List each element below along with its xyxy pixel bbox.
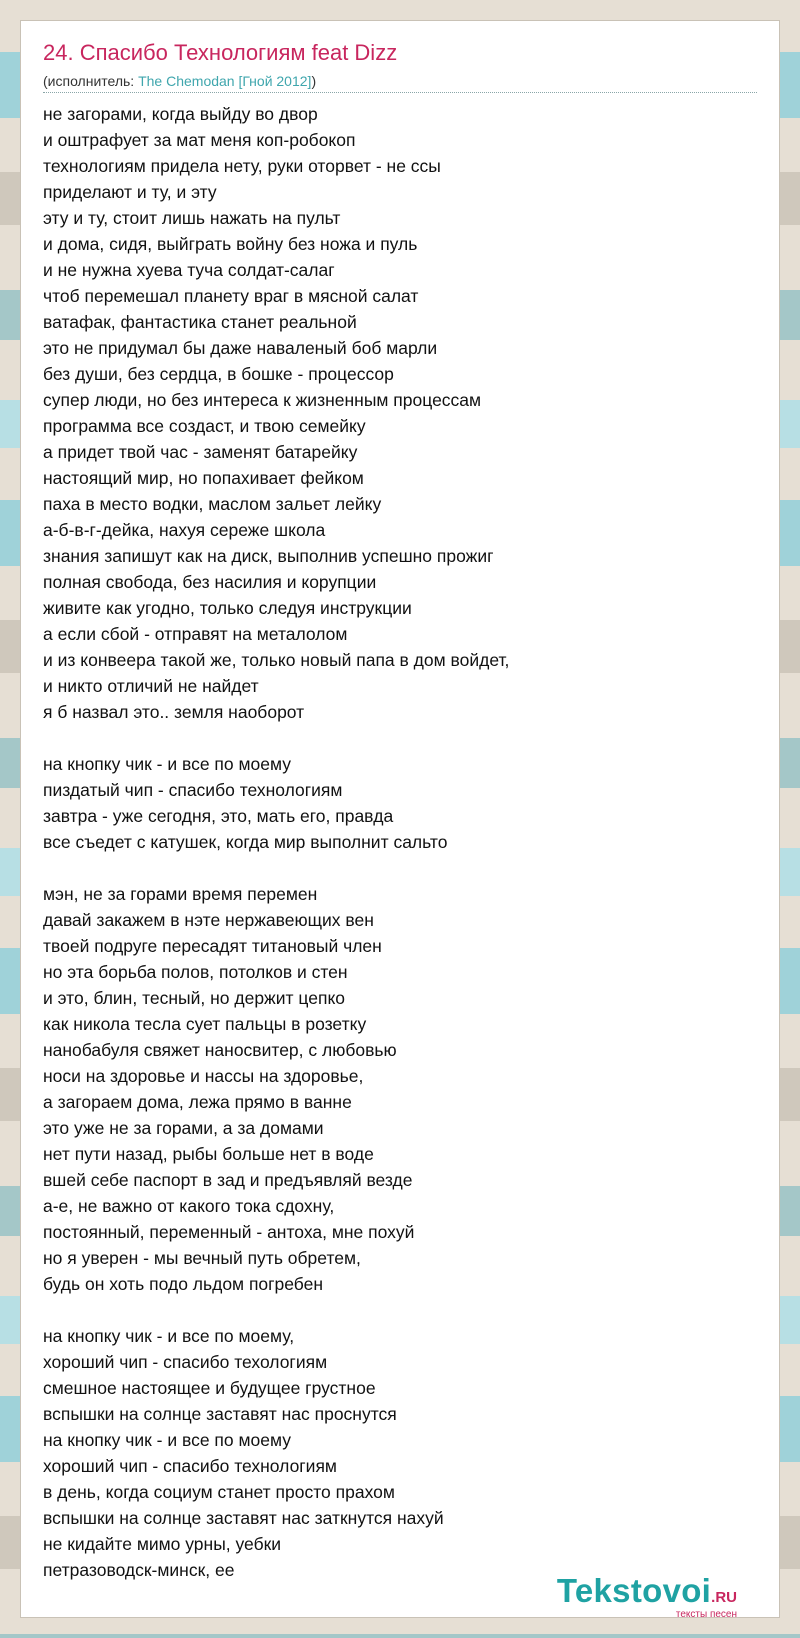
lyric-line: завтра - уже сегодня, это, мать его, правда (43, 806, 394, 826)
lyric-line: знания запишут как на диск, выполнив успешно прожиг (43, 546, 494, 566)
lyric-blank-line (43, 725, 743, 751)
content-card (20, 20, 780, 1618)
lyric-line: как никола тесла сует пальцы в розетку (43, 1014, 367, 1034)
lyric-line: я б назвал это.. земля наоборот (43, 702, 305, 722)
lyric-line: постоянный, переменный - антоха, мне похуй (43, 1222, 415, 1242)
lyric-line: давай закажем в нэте нержавеющих вен (43, 910, 374, 930)
lyric-line: ватафак, фантастика станет реальной (43, 312, 357, 332)
lyric-blank-line (43, 855, 743, 881)
lyric-line: живите как угодно, только следуя инструкции (43, 598, 412, 618)
lyric-line: настоящий мир, но попахивает фейком (43, 468, 364, 488)
lyric-line: будь он хоть подо льдом погребен (43, 1274, 324, 1294)
lyric-line: и никто отличий не найдет (43, 676, 259, 696)
lyric-line: хороший чип - спасибо техологиям (43, 1352, 328, 1372)
lyric-line: смешное настоящее и будущее грустное (43, 1378, 376, 1398)
artist-prefix: (исполнитель: (43, 73, 139, 89)
lyric-line: хороший чип - спасибо технологиям (43, 1456, 337, 1476)
artist-suffix: ) (311, 73, 317, 89)
lyric-line: программа все создаст, и твою семейку (43, 416, 366, 436)
lyrics-block (43, 101, 743, 1583)
lyric-line: технологиям придела нету, руки оторвет - не ссы (43, 156, 441, 176)
lyric-line: а если сбой - отправят на металолом (43, 624, 348, 644)
lyric-line: а-б-в-г-дейка, нахуя сереже школа (43, 520, 326, 540)
lyric-line: на кнопку чик - и все по моему (43, 1430, 291, 1450)
lyric-line: это не придумал бы даже наваленый боб марли (43, 338, 438, 358)
lyric-line: а загораем дома, лежа прямо в ванне (43, 1092, 352, 1112)
lyric-line: но эта борьба полов, потолков и стен (43, 962, 348, 982)
lyric-line: а-е, не важно от какого тока сдохну, (43, 1196, 335, 1216)
lyric-line: полная свобода, без насилия и корупции (43, 572, 377, 592)
lyric-line: не кидайте мимо урны, уебки (43, 1534, 282, 1554)
lyric-line: а придет твой час - заменят батарейку (43, 442, 358, 462)
lyric-blank-line (43, 1297, 743, 1323)
lyric-line: вспышки на солнце заставят нас заткнутся нахуй (43, 1508, 444, 1528)
artist-line (43, 73, 316, 89)
lyric-line: нанобабуля свяжет наносвитер, с любовью (43, 1040, 397, 1060)
lyric-line: петразоводск-минск, ее (43, 1560, 235, 1580)
lyric-line: вспышки на солнце заставят нас проснутся (43, 1404, 397, 1424)
site-logo[interactable] (556, 1572, 737, 1620)
lyric-line: все съедет с катушек, когда мир выполнит сальто (43, 832, 448, 852)
lyric-line: чтоб перемешал планету враг в мясной салат (43, 286, 419, 306)
logo-tld: .RU (711, 1589, 737, 1606)
lyric-line: и это, блин, тесный, но держит цепко (43, 988, 346, 1008)
song-title: 24. Спасибо Технологиям feat Dizz (43, 40, 398, 65)
lyric-line: и не нужна хуева туча солдат-салаг (43, 260, 335, 280)
lyric-line: супер люди, но без интереса к жизненным процессам (43, 390, 482, 410)
lyric-line: приделают и ту, и эту (43, 182, 217, 202)
lyric-line: пиздатый чип - спасибо технологиям (43, 780, 343, 800)
lyric-line: не загорами, когда выйду во двор (43, 104, 318, 124)
logo-tagline: тексты песен (675, 1609, 737, 1620)
lyric-line: вшей себе паспорт в зад и предъявляй везде (43, 1170, 413, 1190)
lyric-line: без души, без сердца, в бошке - процессор (43, 364, 394, 384)
lyric-line: это уже не за горами, а за домами (43, 1118, 324, 1138)
lyric-line: в день, когда социум станет просто прахом (43, 1482, 395, 1502)
artist-link[interactable]: The Chemodan [Гной 2012] (138, 73, 312, 89)
lyric-line: и из конвеера такой же, только новый папа в дом войдет, (43, 650, 510, 670)
logo-name: Tekstovoi (556, 1572, 712, 1609)
lyric-line: и дома, сидя, выйграть войну без ножа и пуль (43, 234, 418, 254)
lyric-line: и оштрафует за мат меня коп-робокоп (43, 130, 356, 150)
lyric-line: эту и ту, стоит лишь нажать на пульт (43, 208, 341, 228)
lyric-line: твоей подруге пересадят титановый член (43, 936, 382, 956)
lyric-line: паха в место водки, маслом зальет лейку (43, 494, 382, 514)
lyric-line: носи на здоровье и нассы на здоровье, (43, 1066, 364, 1086)
lyric-line: мэн, не за горами время перемен (43, 884, 318, 904)
lyric-line: нет пути назад, рыбы больше нет в воде (43, 1144, 374, 1164)
lyric-line: на кнопку чик - и все по моему, (43, 1326, 295, 1346)
lyric-line: но я уверен - мы вечный путь обретем, (43, 1248, 361, 1268)
lyric-line: на кнопку чик - и все по моему (43, 754, 291, 774)
dotted-divider (43, 92, 757, 93)
